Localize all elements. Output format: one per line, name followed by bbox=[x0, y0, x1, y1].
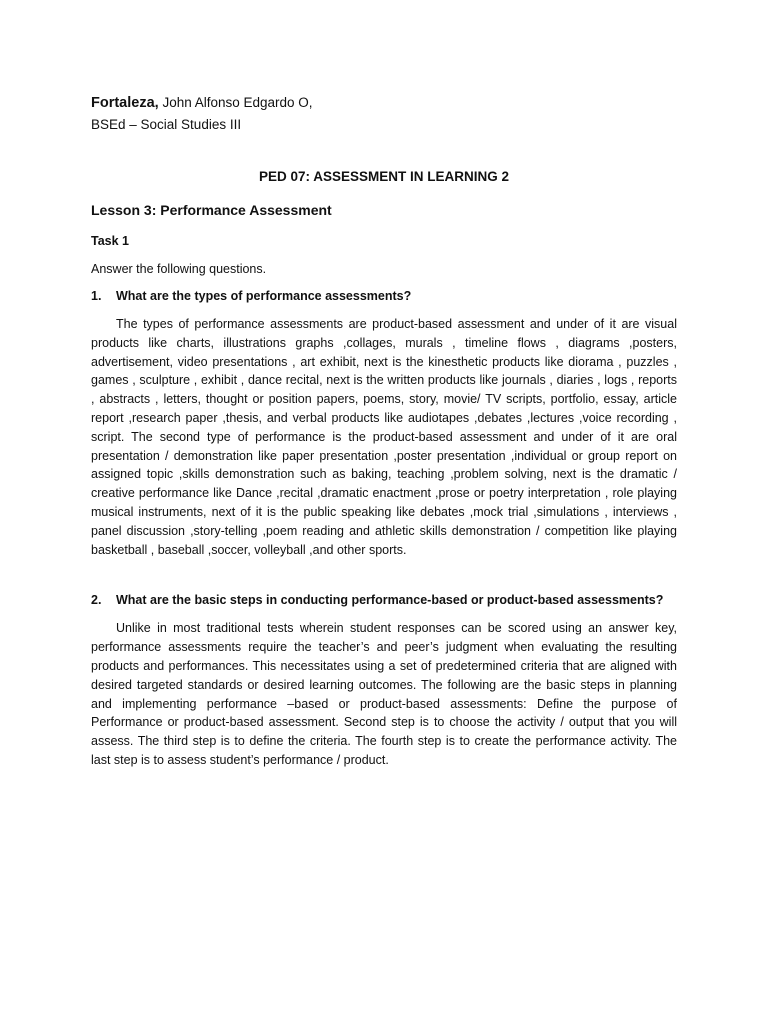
question-text: What are the types of performance assessments? bbox=[116, 289, 412, 303]
task-label: Task 1 bbox=[91, 234, 129, 248]
student-surname: Fortaleza, bbox=[91, 95, 159, 111]
question-2 bbox=[91, 592, 677, 609]
lesson-title: Lesson 3: Performance Assessment bbox=[91, 202, 332, 218]
student-given-names: John Alfonso Edgardo O, bbox=[158, 95, 313, 110]
question-number: 1. bbox=[91, 289, 102, 303]
course-title: PED 07: ASSESSMENT IN LEARNING 2 bbox=[258, 169, 510, 184]
answer-1: The types of performance assessments are product-based assessment and under of it are visual products like charts, illustrations graphs ,collages, murals , timeline flows , diagrams ,posters, advertisement, video presentations , art exhibit, next is the kinesthetic products like diorama , puzzles , games , sculpture , exhibit , dance recital, next is the written products like journals , diaries , logs , reports , abstracts , letters, thought or position papers, poems, story, movie/ TV scripts, portfolio, essay, article report ,research paper ,thesis, and verbal products like audiotapes ,debates ,lectures ,voice recording , script. The second type of performance is the product-based assessment and under of it are oral presentation / demonstration like paper presentation ,poster presentation ,individual or group report on assigned topic ,skills demonstration such as baking, teaching ,problem solving, next is the dramatic / creative performance like Dance ,recital ,dramatic enactment ,prose or poetry interpretation , role playing musical instruments, next of it is the public speaking like debates ,mock trial ,simulations , interviews , panel discussion ,story-telling ,poem reading and athletic skills demonstration / competition like playing basketball , baseball ,soccer, volleyball ,and other sports. bbox=[91, 317, 677, 557]
question-number: 2. bbox=[91, 593, 102, 608]
answer-2: Unlike in most traditional tests wherein student responses can be scored using an answer key, performance assessments require the teacher’s and peer’s judgment when evaluating the resulting products and performances. This necessitates using a set of predetermined criteria that are aligned with desired targeted standards or desired learning outcomes. The following are the basic steps in planning and implementing performance –based or product-based assessments: Define the purpose of Performance or product-based assessment. Second step is to choose the activity / output that you will assess. The third step is to define the criteria. The fourth step is to create the performance activity. The last step is to assess student’s performance / product. bbox=[91, 621, 677, 767]
question-1 bbox=[91, 288, 677, 305]
document-body bbox=[91, 94, 677, 770]
instructions: Answer the following questions. bbox=[91, 262, 267, 276]
student-name bbox=[91, 94, 677, 112]
question-text: What are the basic steps in conducting performance-based or product-based assessments? bbox=[116, 593, 664, 608]
student-program: BSEd – Social Studies III bbox=[91, 117, 242, 132]
